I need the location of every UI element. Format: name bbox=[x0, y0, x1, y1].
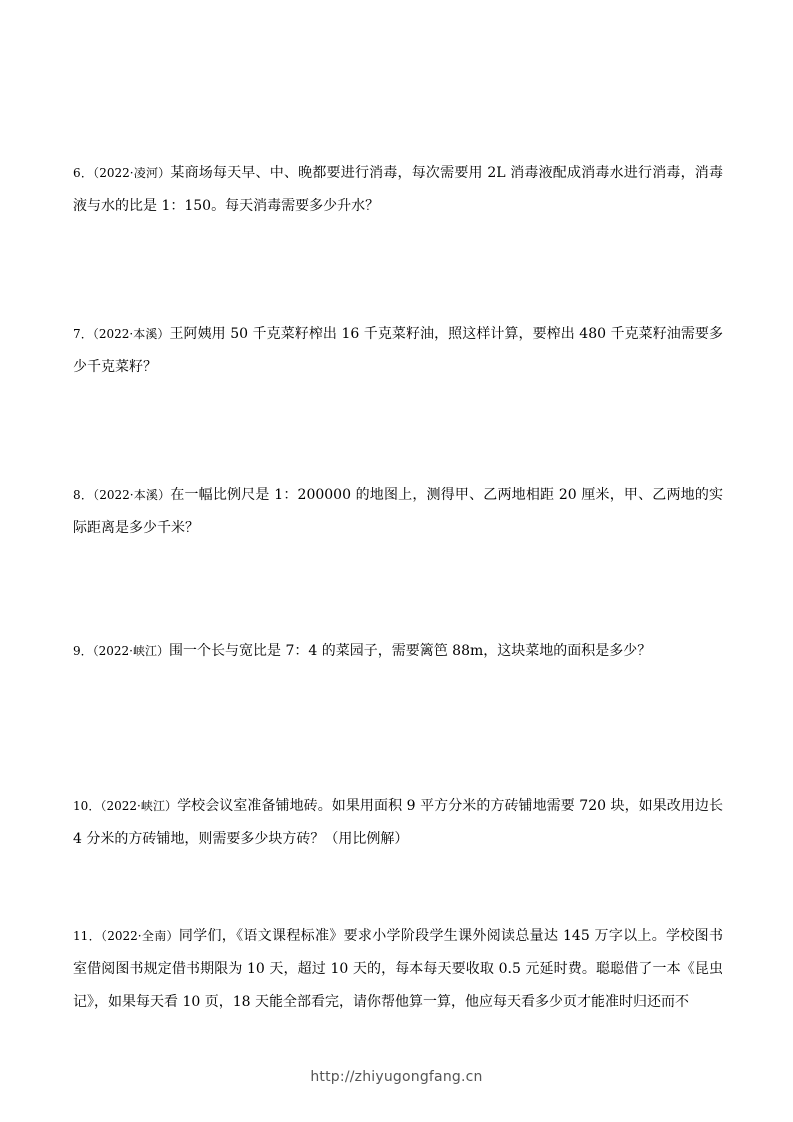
question-number: 7． bbox=[73, 327, 93, 341]
question-number: 8． bbox=[73, 488, 94, 502]
footer-url[interactable]: http://zhiyugongfang.cn bbox=[310, 1069, 483, 1085]
question-text: 王阿姨用 50 千克菜籽榨出 16 千克菜籽油，照这样计算，要榨出 480 千克菜籽油需要多少千克菜籽？ bbox=[73, 326, 723, 375]
question-7 bbox=[73, 318, 723, 384]
question-source: （2022·峡江） bbox=[100, 799, 178, 813]
question-source: （2022·本溪） bbox=[92, 327, 170, 341]
question-number: 10． bbox=[73, 799, 101, 813]
question-9 bbox=[73, 635, 723, 668]
question-source: （2022·凌河） bbox=[93, 166, 171, 180]
question-number: 11． bbox=[73, 929, 101, 943]
question-8 bbox=[73, 479, 723, 545]
question-10 bbox=[73, 790, 723, 856]
question-source: （2022·全南） bbox=[100, 929, 179, 943]
question-text: 同学们，《语文课程标准》要求小学阶段学生课外阅读总量达 145 万字以上。学校图书室借阅图书规定借书期限为 10 天，超过 10 天的，每本每天要收取 0.5 元延时费。聪聪借了一本《昆虫记》，如果每天看 10 页，18 天能全部看完，请你帮他算一算，他应每天看多少页才能准时归还而不 bbox=[73, 928, 723, 1010]
question-text: 学校会议室准备铺地砖。如果用面积 9 平方分米的方砖铺地需要 720 块，如果改用边长 4 分米的方砖铺地，则需要多少块方砖？（用比例解） bbox=[73, 798, 723, 847]
question-text: 某商场每天早、中、晚都要进行消毒，每次需要用 2L 消毒液配成消毒水进行消毒，消毒液与水的比是 1：150。每天消毒需要多少升水？ bbox=[73, 165, 723, 214]
question-source: （2022·峡江） bbox=[92, 644, 169, 658]
question-number: 6． bbox=[73, 166, 94, 180]
question-11 bbox=[73, 920, 723, 1019]
question-source: （2022·本溪） bbox=[93, 488, 171, 502]
question-text: 在一幅比例尺是 1：200000 的地图上，测得甲、乙两地相距 20 厘米，甲、乙两地的实际距离是多少千米？ bbox=[73, 487, 724, 536]
question-number: 9． bbox=[73, 644, 93, 658]
question-6 bbox=[73, 157, 723, 223]
question-text: 围一个长与宽比是 7：4 的菜园子，需要篱笆 88m，这块菜地的面积是多少？ bbox=[169, 643, 652, 659]
